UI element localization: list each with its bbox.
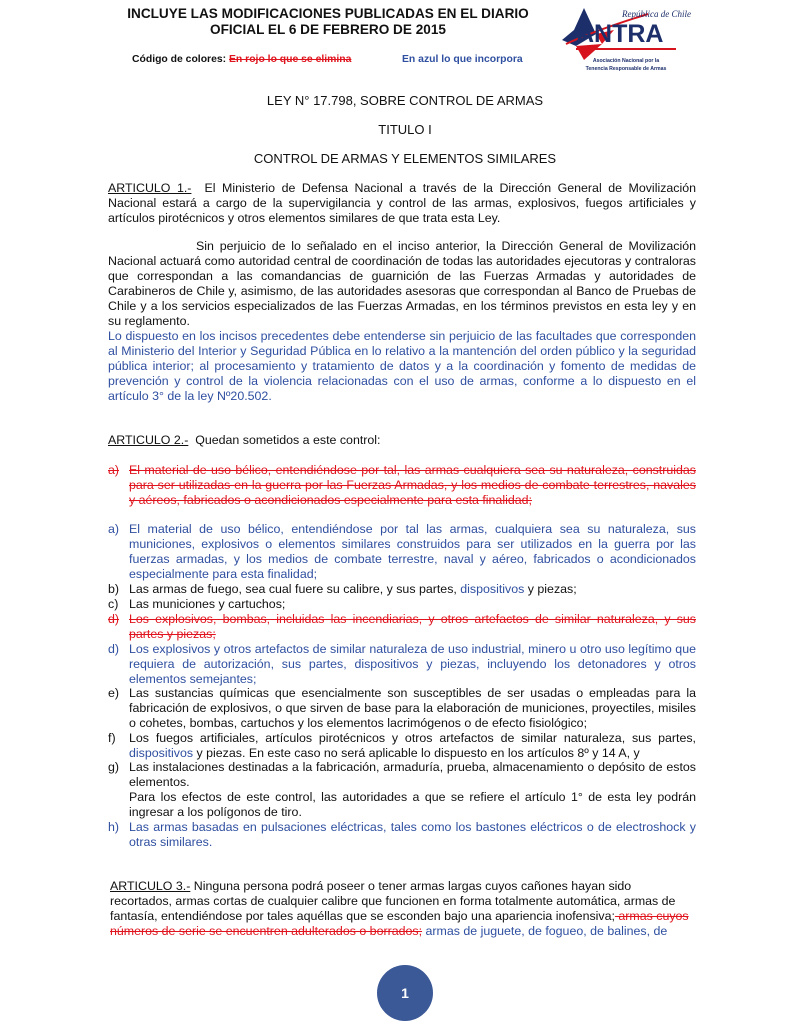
- item-label: h): [108, 820, 120, 834]
- item-label: c): [108, 597, 119, 611]
- item-text: Las sustancias químicas que esencialmente son susceptibles de ser usadas o empleadas para la fabricación de explosivos, o que sirven de base para la elaboración de municiones, proyectiles, misiles o cohetes, bombas, cartuchos y los elementos lacrimógenos o de efecto fisiológico;: [129, 686, 696, 730]
- art1-paragraph-2: Sin perjuicio de lo señalado en el inciso anterior, la Dirección General de Movilización Nacional actuará como autoridad central de coordinación de todas las autoridades ejecutoras y contraloras que correspondan a las comandancias de guarnición de las Fuerzas Armadas y autoridades de Carabineros de Chile y, asimismo, de las autoridades asesoras que correspondan al Banco de Pruebas de Chile y a los servicios especializados de las Fuerzas Armadas, en los términos previstos en esta ley y en su reglamento.: [108, 239, 696, 328]
- art2-item-h-added: [108, 820, 696, 850]
- art2-intro: [108, 433, 696, 448]
- item-label: b): [108, 582, 120, 596]
- item-label: g): [108, 760, 120, 774]
- item-text-part: y piezas;: [524, 582, 577, 596]
- item-text: Las instalaciones destinadas a la fabricación, armaduría, prueba, almacenamiento o depósito de estos elementos.: [129, 760, 696, 789]
- art1-p1-text: El Ministerio de Defensa Nacional a través de la Dirección General de Movilización Nacional estará a cargo de la supervigilancia y control de las armas, explosivos, fuegos artificiales y artículos pirotécnicos y otros elementos similares de que trata esta Ley.: [108, 181, 697, 225]
- item-label: a): [108, 463, 120, 477]
- section-title: CONTROL DE ARMAS Y ELEMENTOS SIMILARES: [253, 151, 557, 166]
- header-title-line2: OFICIAL EL 6 DE FEBRERO DE 2015: [210, 22, 446, 37]
- art2-item-e: [108, 686, 696, 731]
- art1-heading: ARTICULO 1.-: [108, 181, 192, 195]
- item-text-part: Los fuegos artificiales, artículos pirotécnicos y otros artefactos de similar naturaleza, sus partes,: [129, 731, 696, 745]
- art1-paragraph-1: [108, 181, 696, 226]
- titulo-label: TITULO I: [378, 122, 432, 137]
- art2-item-b: [108, 582, 696, 597]
- item-text-added: dispositivos: [460, 582, 525, 596]
- art2-heading: ARTICULO 2.-: [108, 433, 189, 447]
- art2-item-d-deleted: [108, 612, 696, 642]
- color-code-legend: [132, 54, 351, 65]
- art1-paragraph-3-added: Lo dispuesto en los incisos precedentes debe entenderse sin perjuicio de las facultades que corresponden al Ministerio del Interior y Seguridad Pública en lo relativo a la mantención del orden público y la seguridad pública interior; al procesamiento y tratamiento de datos y a la coordinación y fomento de medidas de prevención y control de la violencia relacionadas con el uso de armas, conforme a lo dispuesto en el artículo 3° de la ley Nº20.502.: [108, 329, 696, 403]
- document-header-title: [108, 6, 548, 38]
- art3-paragraph: [108, 879, 696, 939]
- item-text-part: Las armas de fuego, sea cual fuere su calibre, y sus partes,: [129, 582, 461, 596]
- art2-intro-text: Quedan sometidos a este control:: [195, 433, 381, 447]
- page-number-badge: 1: [377, 965, 433, 1021]
- item-label: e): [108, 686, 120, 700]
- art2-item-a-added: [108, 522, 696, 582]
- art2-item-c: [108, 597, 696, 612]
- item-label: d): [108, 612, 120, 626]
- item-text-part: y piezas. En este caso no será aplicable lo dispuesto en los artículos 8º y 14 A, y: [193, 746, 640, 760]
- antra-logo: [556, 0, 691, 78]
- logo-subtitle-1: Asociación Nacional por la: [592, 58, 660, 64]
- item-text: [129, 731, 696, 761]
- item-text: Las municiones y cartuchos;: [129, 597, 286, 611]
- item-text: El material de uso bélico, entendiéndose por tal las armas, cualquiera sea su naturaleza, sus municiones, explosivos o elementos similares construidos para ser utilizados en la guerra por las fuerzas armadas, y los medios de combate terrestre, naval y aéreo, fabricados o acondicionados especialmente para esta finalidad;: [129, 522, 696, 581]
- art3-deleted-text: armas cuyos números de serie se encuentren adulterados o borrados;: [110, 909, 689, 938]
- color-code-label: Código de colores:: [132, 54, 227, 65]
- blue-legend: En azul lo que incorpora: [402, 54, 523, 65]
- item-label: f): [108, 731, 116, 745]
- item-text-continuation: Para los efectos de este control, las autoridades a que se refiere el artículo 1° de esta ley podrán ingresar a los polígonos de tiro.: [129, 790, 696, 819]
- item-text-added: dispositivos: [129, 746, 194, 760]
- item-text: Los explosivos y otros artefactos de similar naturaleza de uso industrial, minero u otro uso legítimo que requiera de autorización, sus partes, dispositivos y piezas, incluyendo los detonadores y otros elementos semejantes;: [129, 642, 696, 686]
- header-title-line1: INCLUYE LAS MODIFICACIONES PUBLICADAS EN EL DIARIO: [127, 6, 529, 21]
- item-label: a): [108, 522, 120, 536]
- logo-republic-text: República de Chile: [622, 9, 691, 19]
- art2-item-a-deleted: [108, 463, 696, 508]
- red-legend: En rojo lo que se elimina: [229, 54, 352, 65]
- item-text: Los explosivos, bombas, incluidas las incendiarias, y otros artefactos de similar naturaleza, y sus partes y piezas;: [129, 612, 696, 641]
- item-text: [129, 582, 696, 597]
- item-text: Las armas basadas en pulsaciones eléctricas, tales como los bastones eléctricos o de electroshock y otras similares.: [129, 820, 696, 849]
- art3-heading: ARTICULO 3.-: [110, 879, 191, 893]
- art3-added-text: armas de juguete, de fogueo, de balines, de: [422, 924, 668, 938]
- art2-item-f: [108, 731, 696, 761]
- art2-item-g: [108, 760, 696, 820]
- art2-item-d-added: [108, 642, 696, 687]
- logo-subtitle-2: Tenencia Responsable de Armas: [585, 66, 667, 72]
- logo-acronym-text: ANTRA: [576, 20, 664, 48]
- item-text: El material de uso bélico, entendiéndose por tal, las armas cualquiera sea su naturaleza, construidas para ser utilizadas en la guerra por las Fuerzas Armadas, y los medios de combate terrestres, navales y aéreos, fabricados o acondicionados especialmente para esta finalidad;: [129, 463, 696, 507]
- art3-text: Ninguna persona podrá poseer o tener armas largas cuyos cañones hayan sido recortados, armas cortas de cualquier calibre que funcionen en forma totalmente automática, armas de fantasía, entendiéndose por tales aquéllas que se esconden bajo una apariencia inofensiva;: [110, 879, 676, 923]
- item-label: d): [108, 642, 120, 656]
- law-title: LEY N° 17.798, SOBRE CONTROL DE ARMAS: [266, 93, 544, 108]
